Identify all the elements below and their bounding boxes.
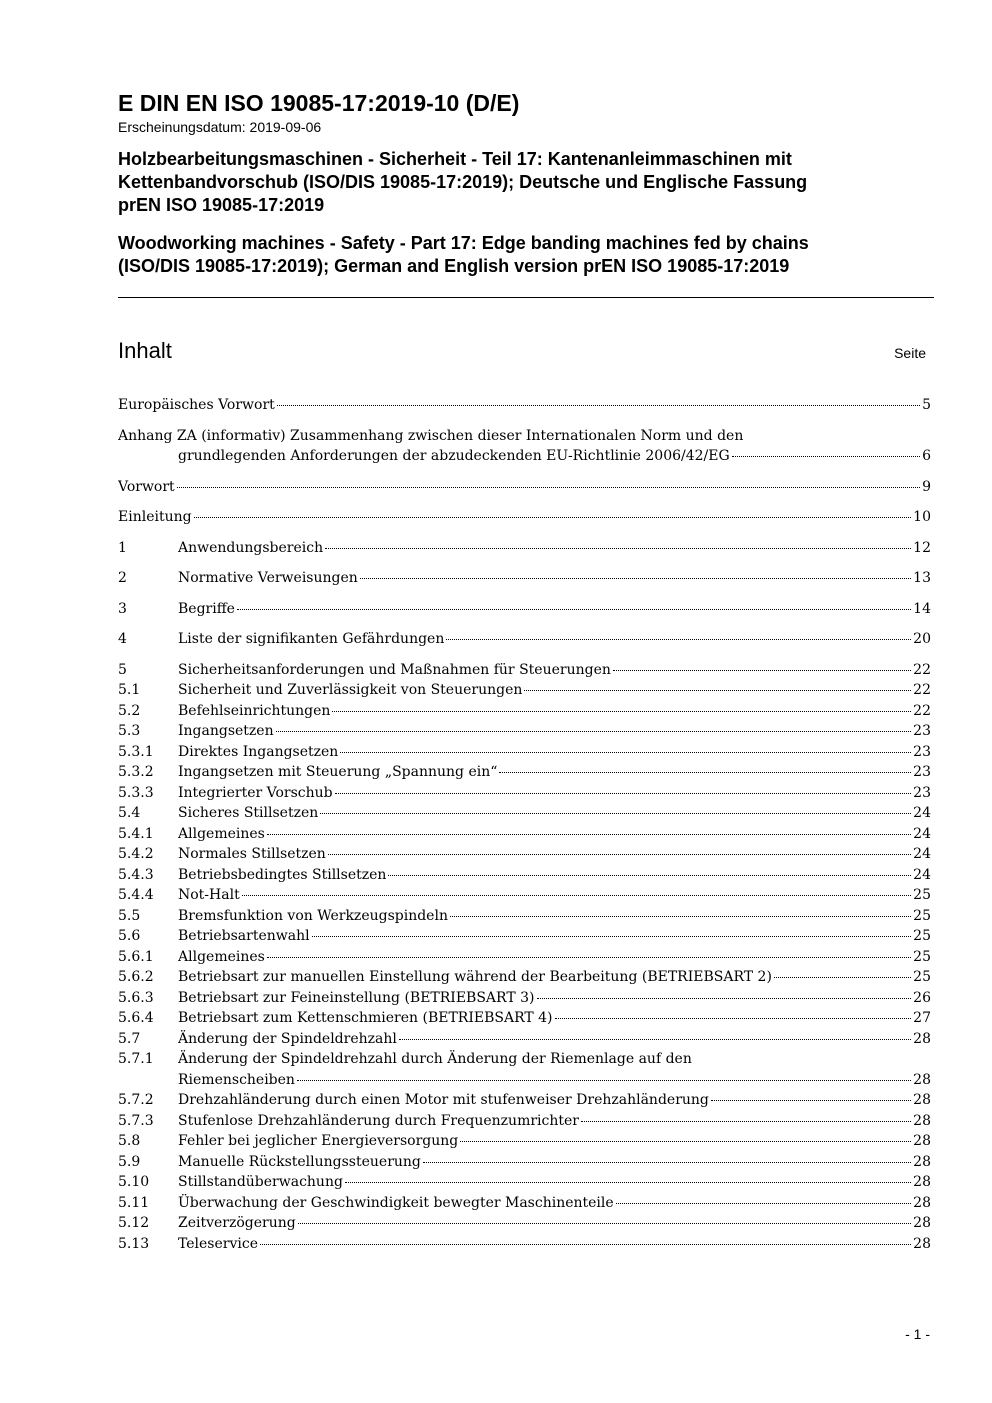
publication-date-value: 2019-09-06: [249, 119, 322, 135]
toc-entry-page: 27: [913, 1010, 931, 1026]
toc-entry[interactable]: [118, 538, 931, 559]
toc-entry-number: 5.8: [118, 1133, 141, 1149]
toc-entry-text: Betriebsart zur Feineinstellung (BETRIEBSART 3): [178, 989, 535, 1006]
page-number: - 1 -: [905, 1326, 930, 1342]
toc-leader-dots: [335, 793, 912, 794]
toc-entry[interactable]: [118, 865, 931, 886]
toc-leader-dots: [332, 711, 911, 712]
toc-entry[interactable]: [118, 701, 931, 722]
toc-entry-multiline[interactable]: [118, 426, 931, 467]
toc-entry-number: 5.3.3: [118, 784, 154, 801]
toc-entry[interactable]: [118, 680, 931, 701]
toc-entry[interactable]: [118, 1193, 931, 1214]
toc-entry-text: Teleservice: [178, 1235, 258, 1252]
toc-entry-page: 24: [913, 805, 931, 821]
toc-entry-text: Stillstandüberwachung: [178, 1174, 343, 1190]
toc-leader-dots: [524, 690, 911, 691]
toc-entry-text: Sicherheitsanforderungen und Maßnahmen für Steuerungen: [178, 661, 611, 678]
toc-entry-text: Zeitverzögerung: [178, 1215, 296, 1231]
toc-entry-page: 28: [913, 1071, 931, 1088]
toc-entry-text: Drehzahländerung durch einen Motor mit stufenweiser Drehzahländerung: [178, 1092, 709, 1108]
toc-entry-number: 5.6: [118, 928, 141, 944]
toc-entry-number: 5.6.3: [118, 989, 154, 1006]
toc-entry[interactable]: [118, 844, 931, 865]
toc-leader-dots: [537, 998, 912, 999]
header-divider: [118, 297, 934, 298]
toc-entry-text: Liste der signifikanten Gefährdungen: [178, 631, 445, 647]
toc-entry-page: 28: [913, 1092, 931, 1108]
toc-leader-dots: [237, 609, 911, 610]
toc-entry[interactable]: [118, 507, 931, 528]
toc-entry-text: Manuelle Rückstellungssteuerung: [178, 1153, 421, 1170]
toc-entry[interactable]: [118, 395, 931, 416]
toc-entry-text: Betriebsart zur manuellen Einstellung während der Bearbeitung (BETRIEBSART 2): [178, 969, 772, 985]
toc-leader-dots: [499, 772, 911, 773]
toc-leader-dots: [450, 916, 911, 917]
toc-leader-dots: [446, 639, 911, 640]
toc-entry[interactable]: [118, 1090, 931, 1111]
toc-entry[interactable]: [118, 824, 931, 845]
toc-entry-number: 5.7.2: [118, 1092, 154, 1108]
title-english-line: (ISO/DIS 19085-17:2019); German and English version prEN ISO 19085-17:2019: [118, 256, 790, 276]
toc-entry-text: Bremsfunktion von Werkzeugspindeln: [178, 907, 448, 924]
toc-entry-text: Stufenlose Drehzahländerung durch Frequenzumrichter: [178, 1112, 579, 1129]
toc-entry-number: 5.6.4: [118, 1010, 154, 1026]
toc-header: [118, 336, 926, 366]
toc-entry-page: 28: [913, 1030, 931, 1047]
toc-leader-dots: [320, 813, 911, 814]
toc-entry-text: Anhang ZA (informativ) Zusammenhang zwischen dieser Internationalen Norm und den: [118, 427, 744, 444]
toc-entry-text: Überwachung der Geschwindigkeit bewegter Maschinenteile: [178, 1194, 614, 1211]
toc-entry-number: 5.9: [118, 1153, 141, 1170]
toc-entry-page: 6: [922, 448, 931, 464]
toc-entry-number: 4: [118, 631, 127, 647]
toc-entry[interactable]: [118, 742, 931, 763]
toc-entry[interactable]: [118, 926, 931, 947]
toc-entry-number: 5.1: [118, 682, 141, 698]
toc-entry-text: grundlegenden Anforderungen der abzudeckenden EU-Richtlinie 2006/42/EG: [178, 448, 730, 464]
toc-entry-page: 25: [913, 907, 931, 924]
toc-entry-text: Begriffe: [178, 600, 235, 617]
toc-leader-dots: [194, 517, 912, 518]
toc-entry-text: Sicheres Stillsetzen: [178, 805, 319, 821]
toc-entry-number: 5.12: [118, 1215, 150, 1231]
toc-entry[interactable]: [118, 1152, 931, 1173]
toc-leader-dots: [340, 752, 911, 753]
title-german-line: prEN ISO 19085-17:2019: [118, 195, 325, 215]
toc-entry-text: Riemenscheiben: [178, 1071, 295, 1088]
toc-heading: Inhalt: [118, 338, 172, 363]
toc-entry-number: 5.4.1: [118, 825, 154, 842]
toc-entry-page: 28: [913, 1194, 931, 1211]
toc-entry[interactable]: [118, 1172, 931, 1193]
toc-entry-text: Ingangsetzen mit Steuerung „Spannung ein“: [178, 764, 498, 780]
toc-entry-number: 5.11: [118, 1194, 150, 1211]
toc-entry-page: 12: [913, 539, 931, 556]
toc-entry-page: 25: [913, 887, 931, 903]
toc-leader-dots: [177, 487, 920, 488]
toc-leader-dots: [312, 936, 912, 937]
toc-entry-number: 5.4: [118, 805, 141, 821]
table-of-contents: [118, 395, 931, 1254]
toc-entry-page: 23: [913, 764, 931, 780]
toc-entry-page: 24: [913, 866, 931, 883]
toc-leader-dots: [581, 1121, 911, 1122]
toc-entry[interactable]: [118, 1111, 931, 1132]
toc-entry-page: 28: [913, 1153, 931, 1170]
toc-entry-number: 5.3.2: [118, 764, 154, 780]
toc-entry[interactable]: [118, 967, 931, 988]
toc-entry-number: 5.5: [118, 907, 141, 924]
toc-entry-page: 28: [913, 1235, 931, 1252]
toc-entry-text: Befehlseinrichtungen: [178, 702, 331, 719]
toc-entry[interactable]: [118, 1234, 931, 1255]
toc-entry-text: Einleitung: [118, 509, 192, 525]
toc-entry-page: 28: [913, 1112, 931, 1129]
toc-entry-page: 28: [913, 1133, 931, 1149]
publication-date: [118, 118, 934, 136]
toc-entry-number: 5.2: [118, 702, 141, 719]
toc-entry-page: 28: [913, 1215, 931, 1231]
toc-entry-text: Direktes Ingangsetzen: [178, 743, 339, 760]
toc-leader-dots: [732, 456, 920, 457]
toc-leader-dots: [276, 731, 912, 732]
toc-leader-dots: [399, 1039, 911, 1040]
toc-entry-number: 5.3: [118, 723, 141, 739]
toc-leader-dots: [277, 405, 920, 406]
toc-entry[interactable]: [118, 783, 931, 804]
toc-entry-text: Europäisches Vorwort: [118, 397, 275, 413]
toc-section-5-tail: [118, 1090, 931, 1254]
toc-leader-dots: [260, 1244, 911, 1245]
toc-entry-number: 5.7.3: [118, 1112, 154, 1129]
publication-date-label: Erscheinungsdatum:: [118, 119, 246, 135]
toc-entry-number: 5.6.2: [118, 969, 154, 985]
toc-section-5: [118, 660, 931, 1050]
toc-entry-page: 13: [913, 570, 931, 586]
toc-entry-number: 5.3.1: [118, 743, 154, 760]
toc-leader-dots: [242, 895, 911, 896]
title-german-line: Holzbearbeitungsmaschinen - Sicherheit - Teil 17: Kantenanleimmaschinen mit: [118, 149, 792, 169]
toc-entry[interactable]: [118, 660, 931, 681]
toc-entry-page: 22: [913, 702, 931, 719]
toc-entry-page: 23: [913, 723, 931, 739]
toc-leader-dots: [325, 548, 911, 549]
toc-entry-text: Änderung der Spindeldrehzahl durch Änderung der Riemenlage auf den: [178, 1051, 692, 1067]
toc-entry[interactable]: [118, 1213, 931, 1234]
title-german-line: Kettenbandvorschub (ISO/DIS 19085-17:2019); Deutsche und Englische Fassung: [118, 172, 808, 192]
toc-entry-page: 26: [913, 989, 931, 1006]
toc-entry-continuation[interactable]: [118, 1070, 931, 1091]
title-german: [118, 148, 934, 217]
toc-leader-dots: [711, 1100, 911, 1101]
toc-entry-text: Integrierter Vorschub: [178, 784, 333, 801]
toc-entry[interactable]: [118, 1029, 931, 1050]
toc-leader-dots: [774, 977, 911, 978]
toc-leader-dots: [328, 854, 911, 855]
toc-page-column-label: Seite: [894, 345, 926, 361]
toc-entry-page: 28: [913, 1174, 931, 1190]
toc-entry[interactable]: [118, 1049, 931, 1070]
toc-entry-number: 5.4.3: [118, 866, 154, 883]
toc-entry-number: 5.4.2: [118, 846, 154, 862]
toc-entry-page: 25: [913, 928, 931, 944]
toc-entry-text: Betriebsart zum Kettenschmieren (BETRIEBSART 4): [178, 1010, 553, 1026]
toc-entry-text: Sicherheit und Zuverlässigkeit von Steuerungen: [178, 682, 523, 698]
toc-entry-text: Normative Verweisungen: [178, 570, 358, 586]
toc-entry-page: 23: [913, 743, 931, 760]
toc-entry-number: 5.6.1: [118, 948, 154, 965]
title-english-line: Woodworking machines - Safety - Part 17: Edge banding machines fed by chains: [118, 233, 809, 253]
toc-entry[interactable]: [118, 885, 931, 906]
toc-entry-page: 25: [913, 969, 931, 985]
document-header: [118, 88, 934, 278]
toc-entry-text: Not-Halt: [178, 887, 240, 903]
toc-entry[interactable]: [118, 762, 931, 783]
toc-entry-page: 14: [913, 600, 931, 617]
toc-leader-dots: [297, 1080, 911, 1081]
toc-entry-text: Allgemeines: [178, 825, 265, 842]
toc-entry-number: 5.7.1: [118, 1051, 154, 1067]
title-english: [118, 232, 934, 278]
toc-entry-page: 24: [913, 846, 931, 862]
toc-entry-number: 5.7: [118, 1030, 141, 1047]
toc-entry-text: Vorwort: [118, 478, 175, 495]
toc-leader-dots: [423, 1162, 911, 1163]
toc-entry-page: 9: [922, 478, 931, 495]
toc-entry[interactable]: [118, 803, 931, 824]
toc-entry[interactable]: [118, 568, 931, 589]
toc-entry-text: Anwendungsbereich: [178, 539, 324, 556]
toc-leader-dots: [267, 834, 911, 835]
toc-entry[interactable]: [118, 721, 931, 742]
toc-entry-number: 3: [118, 600, 127, 617]
toc-leader-dots: [555, 1018, 912, 1019]
toc-entry-text: Änderung der Spindeldrehzahl: [178, 1030, 397, 1047]
document-title: E DIN EN ISO 19085-17:2019-10 (D/E): [118, 90, 520, 116]
toc-leader-dots: [345, 1182, 911, 1183]
toc-entry-page: 10: [913, 509, 931, 525]
toc-entry-page: 20: [913, 631, 931, 647]
toc-entry-continuation: [118, 446, 931, 467]
toc-entry-page: 23: [913, 784, 931, 801]
toc-leader-dots: [460, 1141, 911, 1142]
toc-entry-page: 22: [913, 661, 931, 678]
toc-entry-number: 5.10: [118, 1174, 150, 1190]
toc-entry[interactable]: [118, 599, 931, 620]
toc-entry-text: Ingangsetzen: [178, 723, 274, 739]
toc-entry[interactable]: [118, 477, 931, 498]
toc-entry-text: Allgemeines: [178, 948, 265, 965]
toc-entry-number: 5.13: [118, 1235, 150, 1252]
toc-leader-dots: [616, 1203, 911, 1204]
toc-entry-number: 5: [118, 661, 127, 678]
toc-entry[interactable]: [118, 947, 931, 968]
toc-leader-dots: [298, 1223, 911, 1224]
toc-entry-text: Betriebsbedingtes Stillsetzen: [178, 866, 387, 883]
toc-leader-dots: [388, 875, 911, 876]
toc-entry-number: 2: [118, 570, 127, 586]
toc-entry-page: 5: [922, 397, 931, 413]
toc-entry[interactable]: [118, 906, 931, 927]
toc-entry-line: [118, 426, 931, 447]
toc-leader-dots: [613, 670, 911, 671]
toc-entry-page: 22: [913, 682, 931, 698]
toc-entry[interactable]: [118, 988, 931, 1009]
toc-entry-text: Betriebsartenwahl: [178, 928, 310, 944]
toc-entry-number: 1: [118, 539, 127, 556]
toc-entry[interactable]: [118, 1131, 931, 1152]
toc-leader-dots: [267, 957, 911, 958]
toc-leader-dots: [360, 578, 911, 579]
toc-entry-page: 24: [913, 825, 931, 842]
toc-entry[interactable]: [118, 629, 931, 650]
toc-entry-number: 5.4.4: [118, 887, 154, 903]
toc-entry-page: 25: [913, 948, 931, 965]
toc-entry[interactable]: [118, 1008, 931, 1029]
toc-entry-text: Fehler bei jeglicher Energieversorgung: [178, 1133, 459, 1149]
toc-entry-text: Normales Stillsetzen: [178, 846, 326, 862]
